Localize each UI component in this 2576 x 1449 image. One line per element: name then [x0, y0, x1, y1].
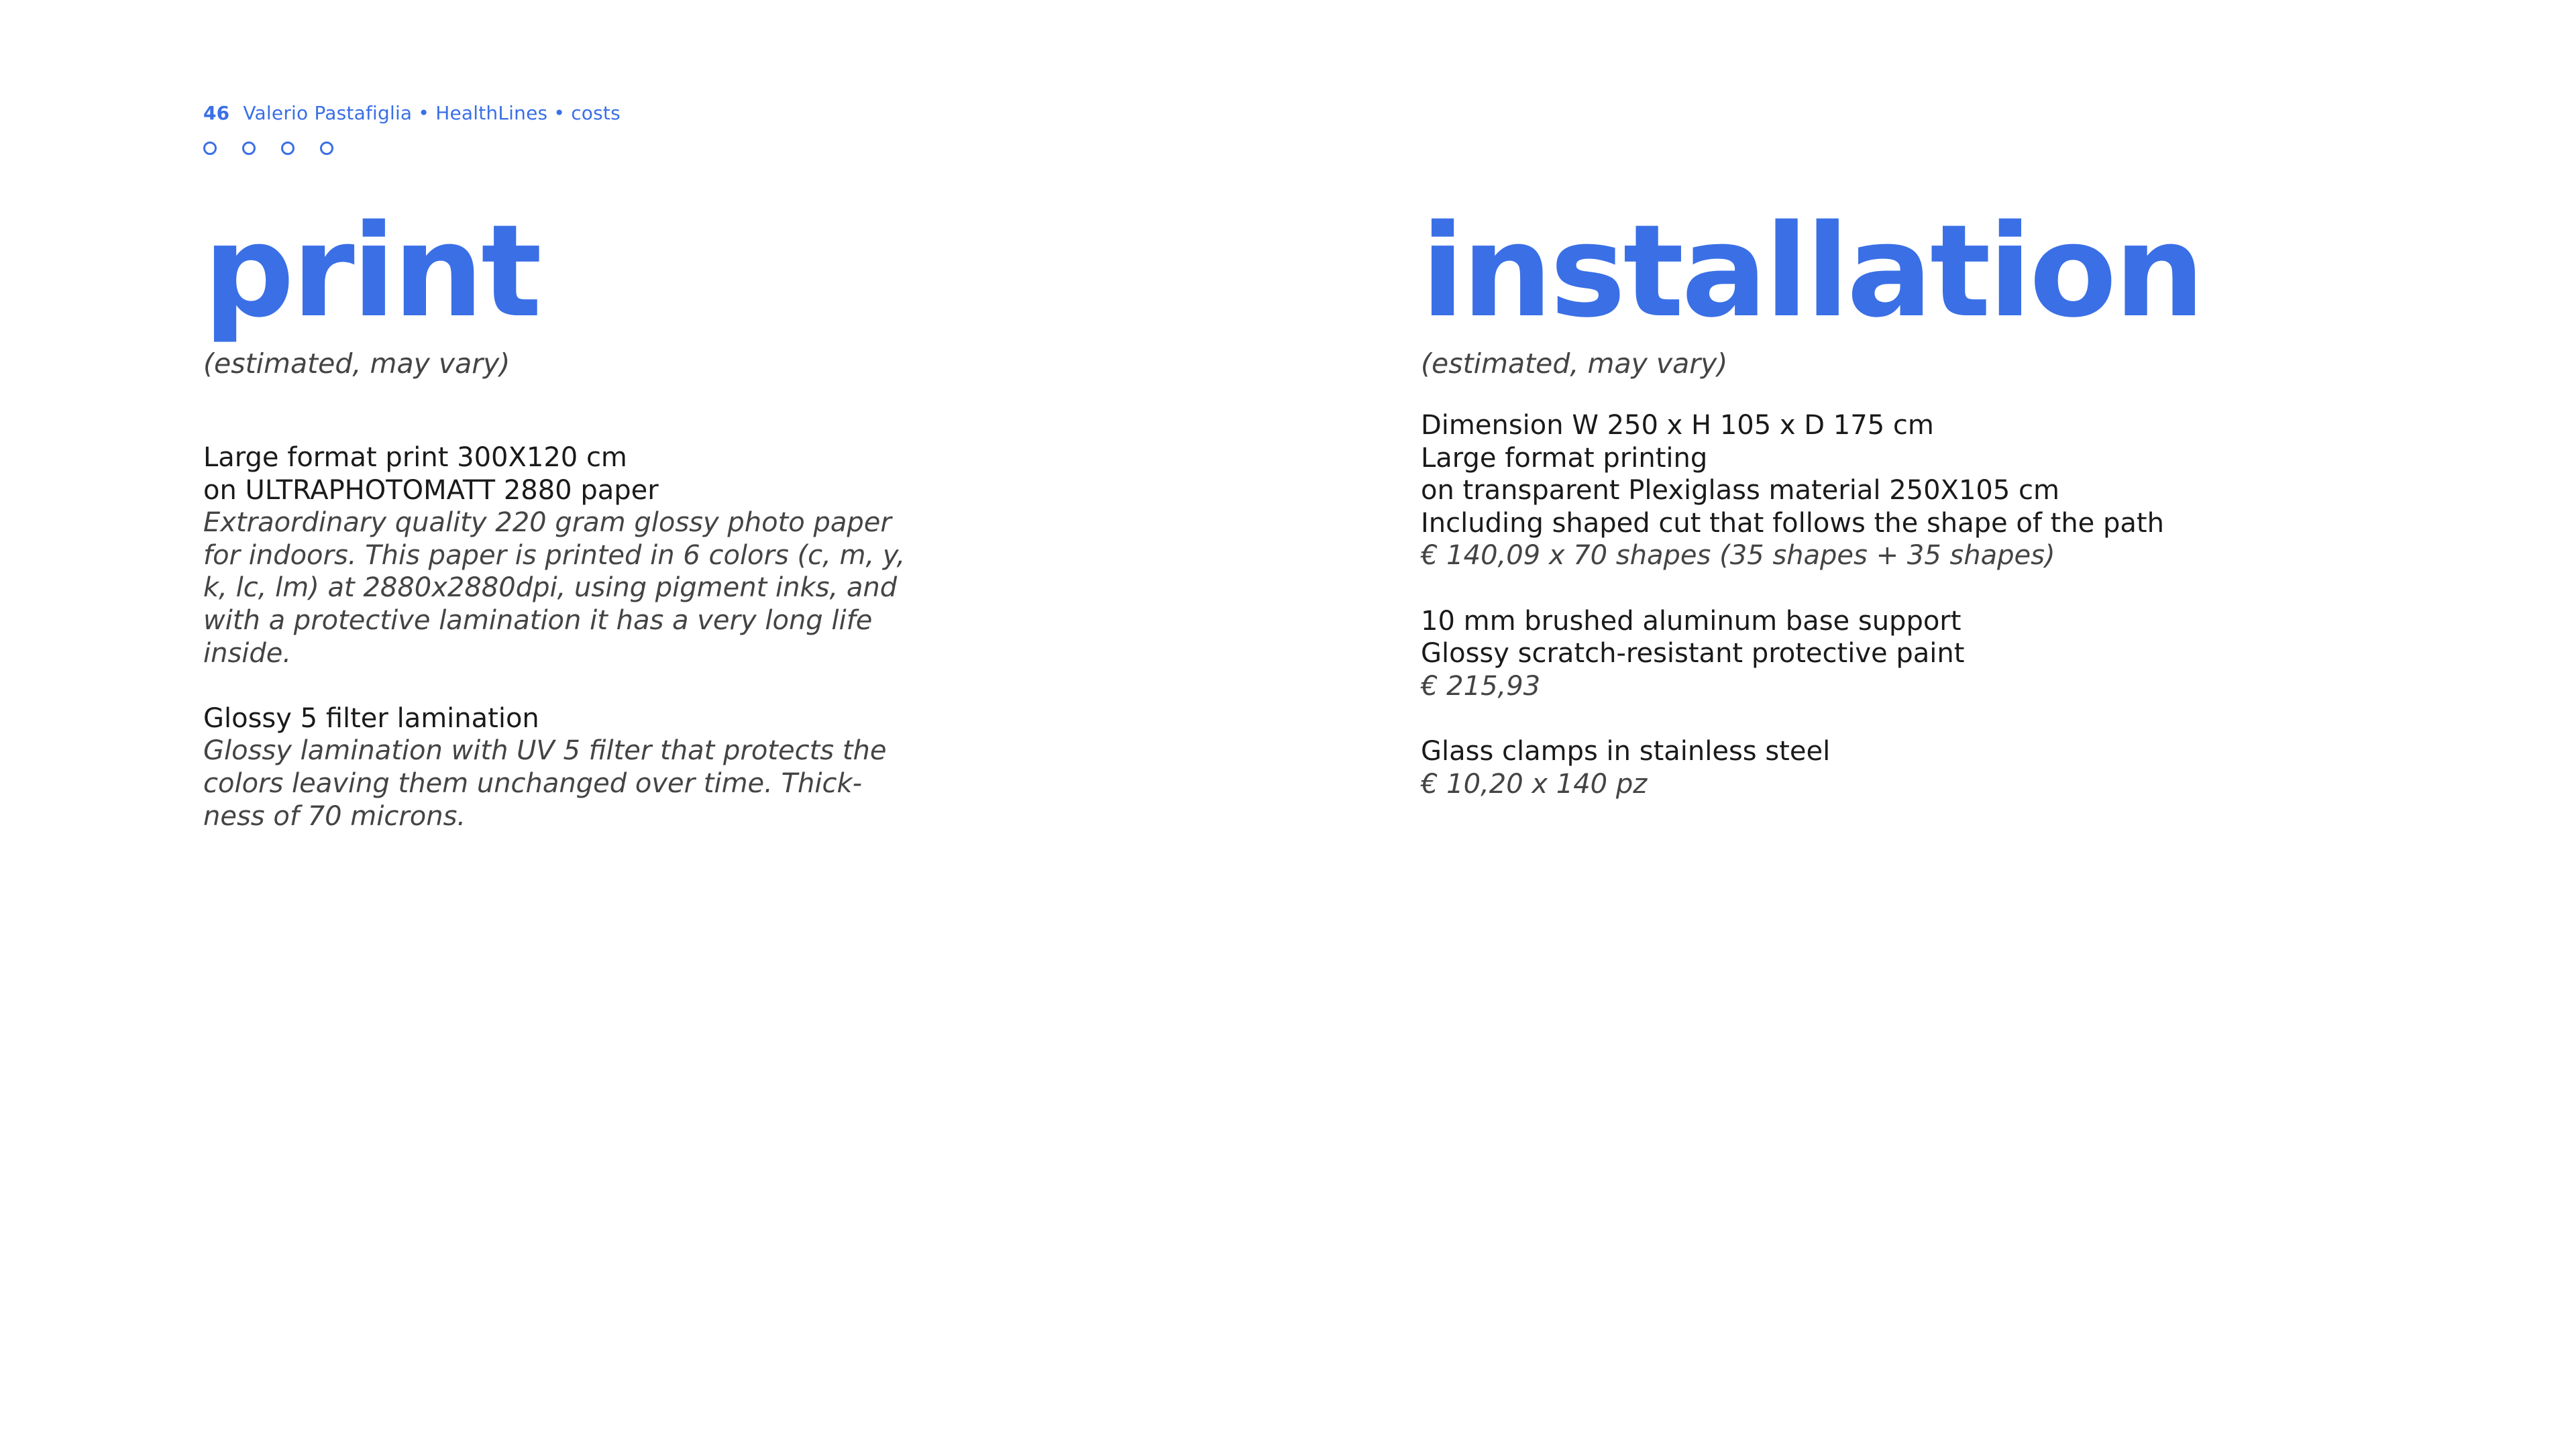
dot-icon [203, 142, 217, 155]
installation-title: installation [1421, 197, 2202, 345]
lamination-title: Glossy 5 filter lamination [203, 702, 539, 734]
lamination-description-line: colors leaving them unchanged over time. Thick- [203, 767, 863, 799]
paper-description-line: for indoors. This paper is printed in 6 colors (c, m, y, [203, 539, 906, 571]
installation-line: Including shaped cut that follows the shape of the path [1421, 507, 2164, 539]
paper-description-line: Extraordinary quality 220 gram glossy photo paper [203, 507, 892, 539]
page-number: 46 [203, 102, 230, 124]
installation-details [1421, 409, 2164, 800]
installation-line: Glossy scratch-resistant protective paint [1421, 638, 1965, 669]
installation-line: Dimension W 250 x H 105 x D 175 cm [1421, 410, 1934, 441]
installation-estimate-note: (estimated, may vary) [1421, 347, 1728, 380]
dot-icon [281, 142, 294, 155]
installation-line: Large format printing [1421, 442, 1708, 474]
glass-clamps-price: € 10,20 x 140 pz [1421, 768, 1648, 800]
print-title: print [203, 197, 539, 345]
installation-line: 10 mm brushed aluminum base support [1421, 605, 1962, 637]
lamination-description-line: ness of 70 microns. [203, 800, 466, 832]
dot-indicator [203, 142, 333, 159]
paper-description-line: k, lc, lm) at 2880x2880dpi, using pigment inks, and [203, 572, 898, 604]
page-header [203, 102, 621, 124]
dot-icon [320, 142, 333, 155]
paper-description-line: with a protective lamination it has a very long life [203, 604, 873, 636]
print-estimate-note: (estimated, may vary) [203, 347, 511, 380]
print-details [203, 441, 905, 833]
print-line: Large format print 300X120 cm [203, 442, 627, 473]
print-line: on ULTRAPHOTOMATT 2880 paper [203, 474, 659, 506]
shapes-price: € 140,09 x 70 shapes (35 shapes + 35 shapes) [1421, 540, 2055, 572]
dot-icon [242, 142, 256, 155]
installation-line: Glass clamps in stainless steel [1421, 735, 1831, 767]
lamination-description-line: Glossy lamination with UV 5 filter that protects the [203, 735, 887, 767]
base-support-price: € 215,93 [1421, 670, 1541, 702]
header-text: Valerio Pastafiglia • HealthLines • costs [243, 102, 621, 124]
installation-line: on transparent Plexiglass material 250X105 cm [1421, 475, 2059, 506]
paper-description-line: inside. [203, 637, 292, 669]
